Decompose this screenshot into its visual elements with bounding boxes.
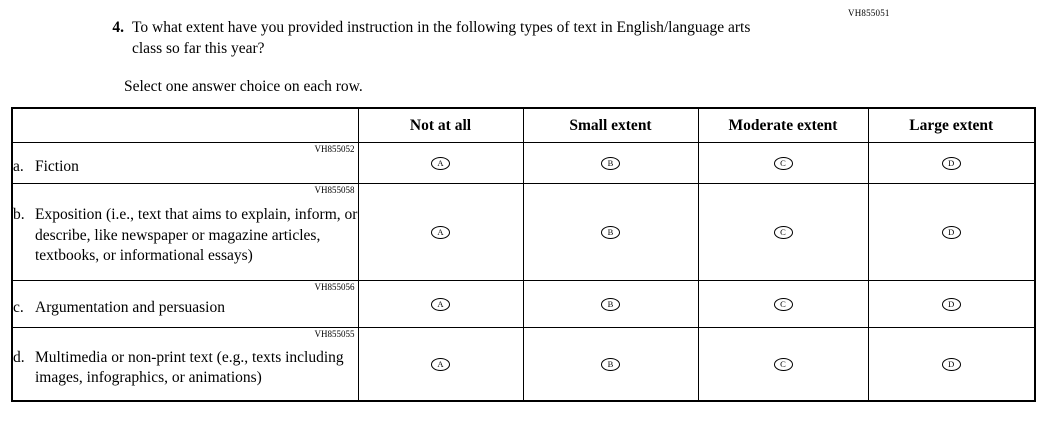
option-multimedia-large-extent[interactable]: [868, 328, 1035, 402]
option-exposition-large-extent[interactable]: [868, 184, 1035, 281]
option-multimedia-moderate-extent[interactable]: [698, 328, 868, 402]
option-multimedia-small-extent[interactable]: [523, 328, 698, 402]
option-argumentation-large-extent[interactable]: [868, 281, 1035, 328]
response-matrix: [11, 107, 1036, 402]
option-exposition-small-extent[interactable]: [523, 184, 698, 281]
matrix-header-row: [12, 108, 1035, 143]
option-fiction-not-at-all[interactable]: [358, 143, 523, 184]
row-stem-multimedia: [12, 328, 358, 402]
row-item-id: VH855058: [314, 185, 355, 195]
option-multimedia-not-at-all[interactable]: [358, 328, 523, 402]
radio-bubble-c[interactable]: C: [774, 226, 793, 239]
option-exposition-not-at-all[interactable]: [358, 184, 523, 281]
radio-bubble-c[interactable]: C: [774, 358, 793, 371]
question-number: 4.: [112, 19, 124, 36]
matrix-corner-cell: [12, 108, 358, 143]
row-label: Argumentation and persuasion: [35, 298, 225, 316]
table-row: [12, 328, 1035, 402]
radio-bubble-d[interactable]: D: [942, 157, 961, 170]
option-fiction-moderate-extent[interactable]: [698, 143, 868, 184]
radio-bubble-b[interactable]: B: [601, 157, 620, 170]
table-row: [12, 184, 1035, 281]
row-item-id: VH855055: [314, 329, 355, 339]
question-text: To what extent have you provided instruction in the following types of text in English/language arts class so far this year?: [132, 19, 751, 57]
row-label: Exposition (i.e., text that aims to explain, inform, or describe, like newspaper or magazine articles, textbooks, or informational essays): [35, 206, 358, 265]
column-header-not-at-all: Not at all: [358, 108, 523, 143]
option-argumentation-not-at-all[interactable]: [358, 281, 523, 328]
question-block: [98, 18, 798, 98]
row-letter: a.: [13, 157, 24, 175]
row-letter: d.: [13, 348, 25, 366]
row-stem-argumentation: [12, 281, 358, 328]
row-stem-exposition: [12, 184, 358, 281]
radio-bubble-d[interactable]: D: [942, 298, 961, 311]
radio-bubble-a[interactable]: A: [431, 226, 450, 239]
row-letter: c.: [13, 298, 24, 316]
radio-bubble-b[interactable]: B: [601, 226, 620, 239]
radio-bubble-c[interactable]: C: [774, 157, 793, 170]
matrix-header: [12, 108, 1035, 143]
option-argumentation-small-extent[interactable]: [523, 281, 698, 328]
radio-bubble-b[interactable]: B: [601, 298, 620, 311]
table-row: [12, 281, 1035, 328]
option-exposition-moderate-extent[interactable]: [698, 184, 868, 281]
option-fiction-small-extent[interactable]: [523, 143, 698, 184]
row-item-id: VH855056: [314, 282, 355, 292]
question-instruction: Select one answer choice on each row.: [124, 77, 363, 95]
row-label: Multimedia or non-print text (e.g., texts including images, infographics, or animations): [35, 348, 344, 386]
radio-bubble-a[interactable]: A: [431, 358, 450, 371]
radio-bubble-d[interactable]: D: [942, 358, 961, 371]
option-fiction-large-extent[interactable]: [868, 143, 1035, 184]
column-header-large-extent: Large extent: [868, 108, 1035, 143]
table-row: [12, 143, 1035, 184]
column-header-moderate-extent: Moderate extent: [698, 108, 868, 143]
row-stem-fiction: [12, 143, 358, 184]
column-header-small-extent: Small extent: [523, 108, 698, 143]
radio-bubble-c[interactable]: C: [774, 298, 793, 311]
radio-bubble-b[interactable]: B: [601, 358, 620, 371]
radio-bubble-d[interactable]: D: [942, 226, 961, 239]
row-item-id: VH855052: [314, 144, 355, 154]
radio-bubble-a[interactable]: A: [431, 298, 450, 311]
row-letter: b.: [13, 206, 25, 224]
question-item-id: VH855051: [848, 8, 890, 18]
question-row: [98, 18, 798, 60]
matrix-body: [12, 143, 1035, 402]
row-label: Fiction: [35, 157, 79, 175]
option-argumentation-moderate-extent[interactable]: [698, 281, 868, 328]
radio-bubble-a[interactable]: A: [431, 157, 450, 170]
